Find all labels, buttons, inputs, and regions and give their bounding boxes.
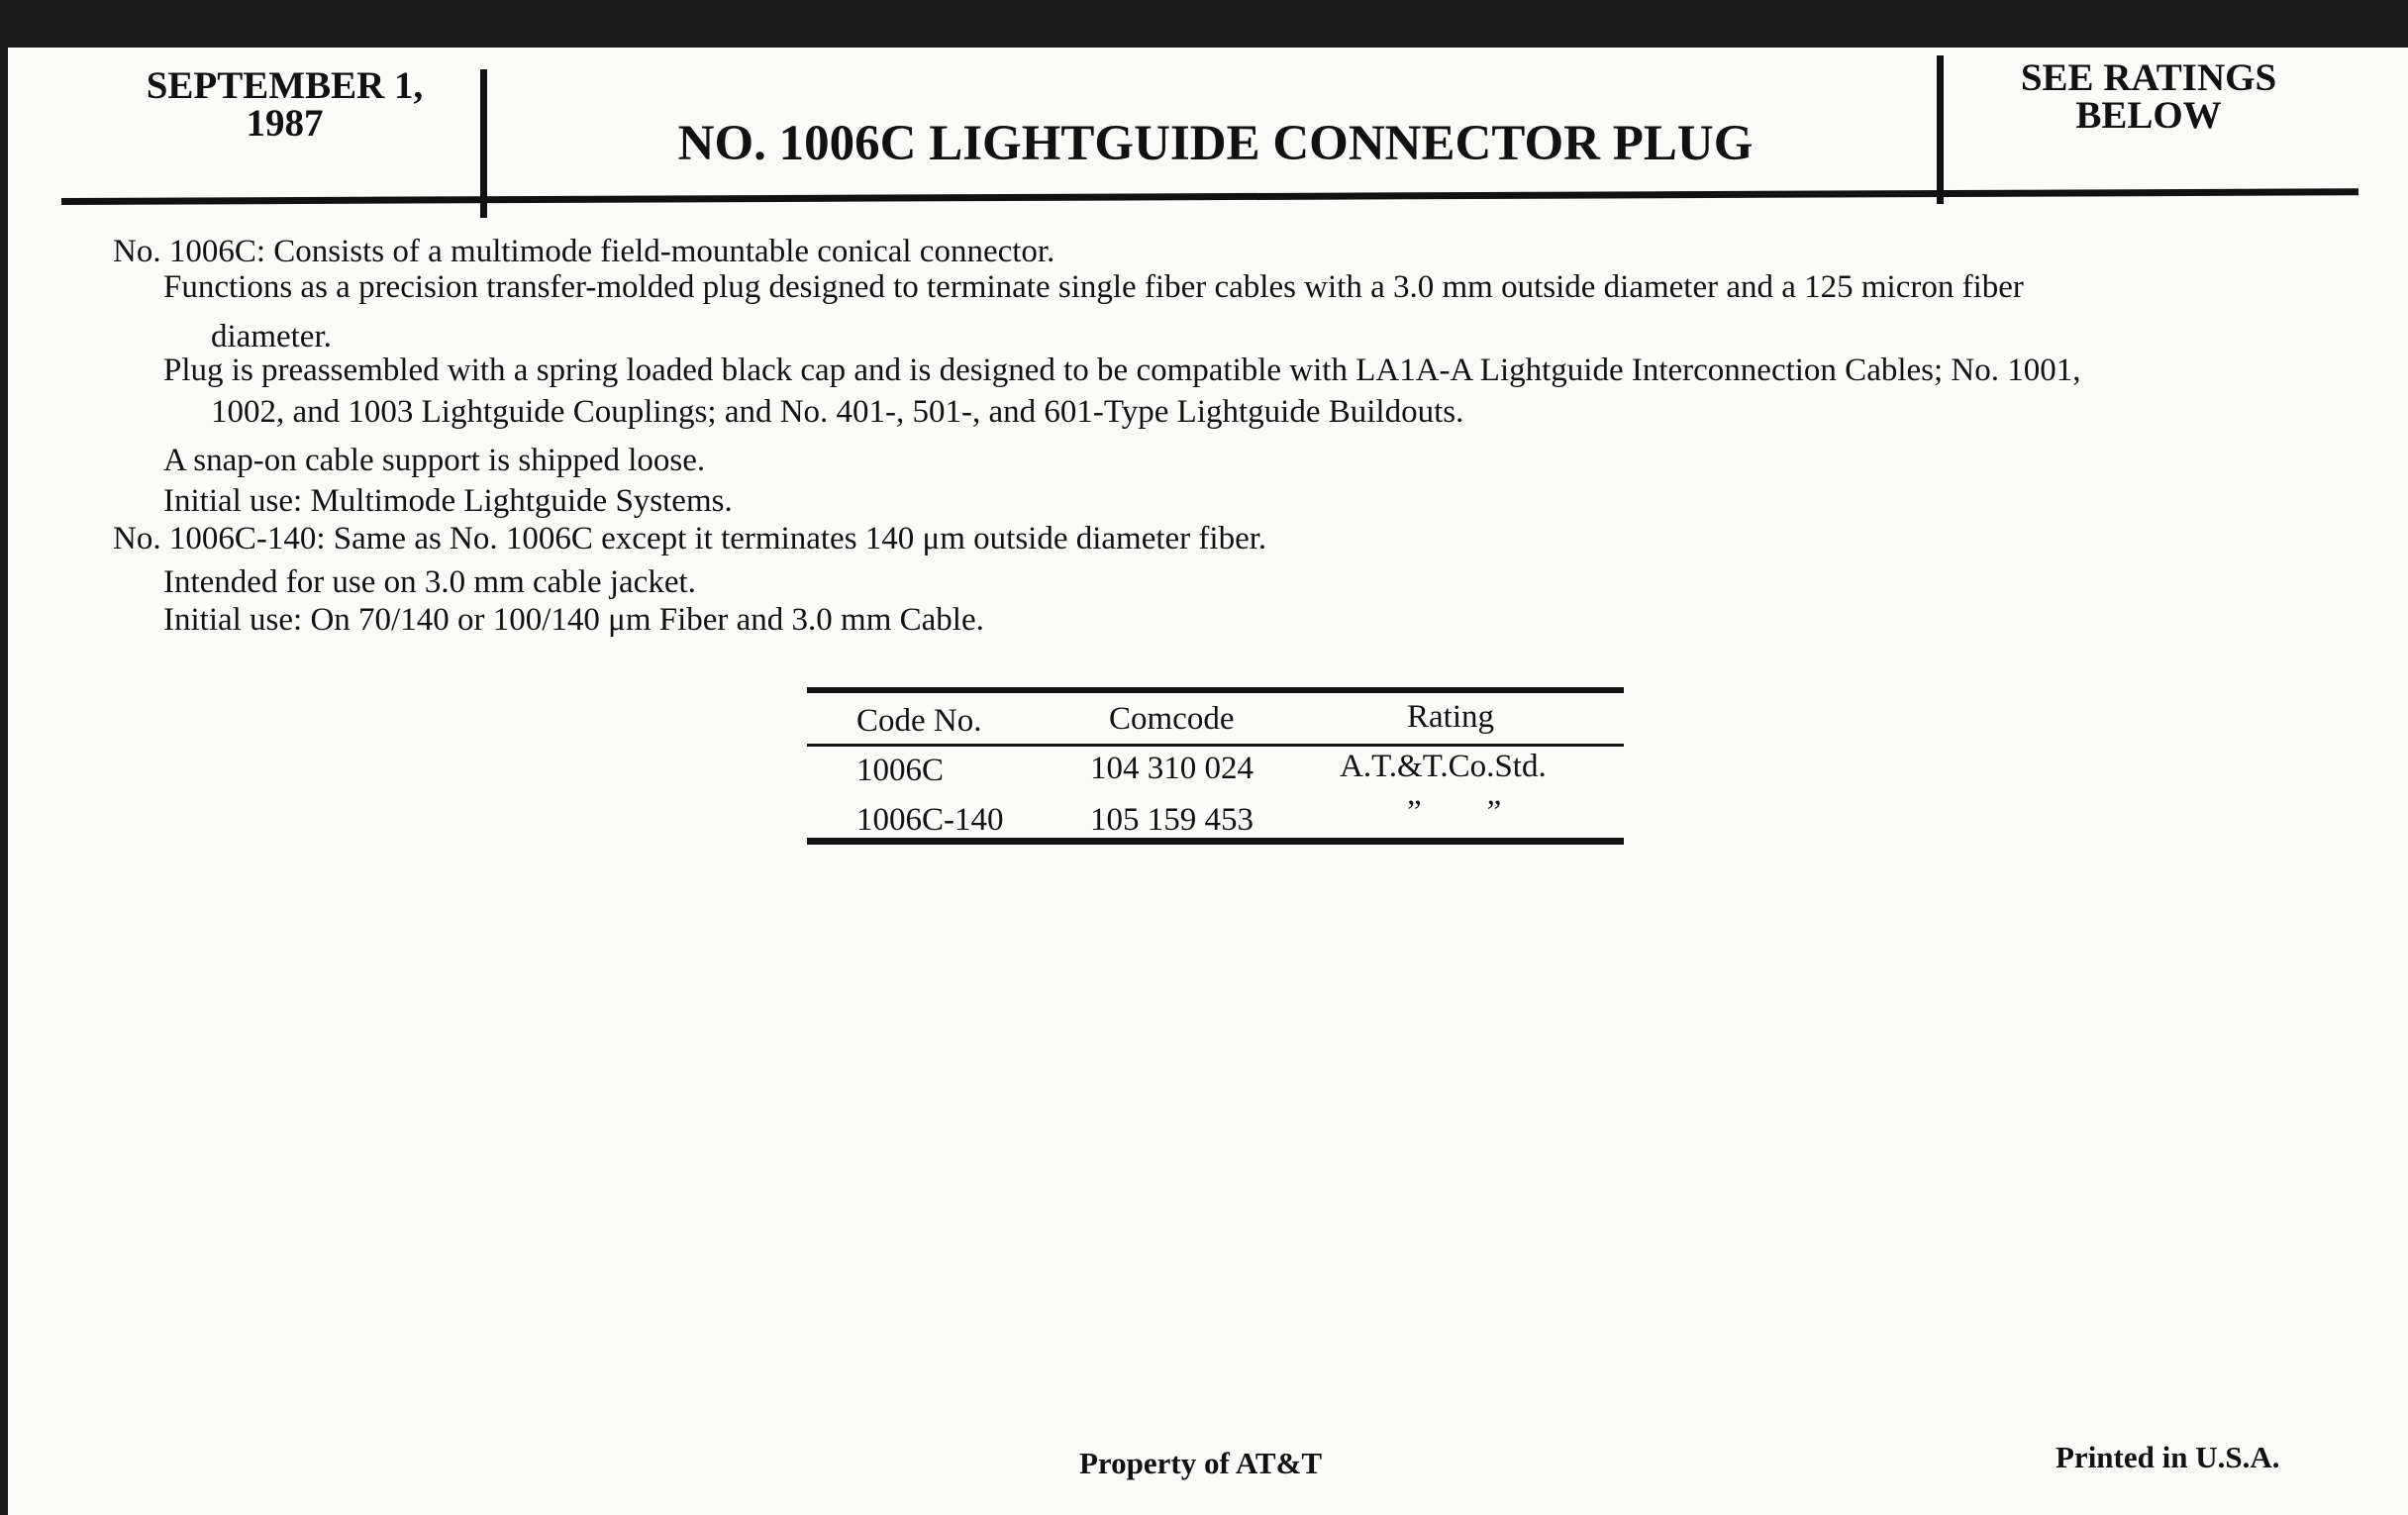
header-ratings-line2: BELOW xyxy=(2075,94,2222,137)
body-line: Functions as a precision transfer-molded plug designed to terminate single fiber cables with a 3.0 mm outside diameter and a 125 micron fiber xyxy=(163,269,2024,305)
table-cell-rating: A.T.&T.Co.Std. xyxy=(1340,749,1547,784)
header-divider-right xyxy=(1937,55,1944,204)
table-cell-comcode: 104 310 024 xyxy=(1090,751,1254,786)
table-cell-rating: ” ” xyxy=(1407,794,1502,830)
table-cell-code: 1006C xyxy=(856,753,945,788)
body-line: Intended for use on 3.0 mm cable jacket. xyxy=(163,564,696,600)
table-cell-code: 1006C-140 xyxy=(856,802,1004,838)
header-date-line1: SEPTEMBER 1, xyxy=(146,64,424,107)
page-title: NO. 1006C LIGHTGUIDE CONNECTOR PLUG xyxy=(677,116,1754,171)
header-date-line2: 1987 xyxy=(246,102,324,145)
body-line: diameter. xyxy=(211,319,332,354)
header-ratings xyxy=(1965,56,2332,137)
body-line: No. 1006C-140: Same as No. 1006C except it terminates 140 μm outside diameter fiber. xyxy=(113,521,1267,556)
footer-property: Property of AT&T xyxy=(1079,1446,1323,1480)
header-date xyxy=(99,64,470,145)
table-cell-comcode: 105 159 453 xyxy=(1090,802,1254,838)
body-line: Initial use: Multimode Lightguide Systems. xyxy=(163,483,733,519)
column-header-comcode: Comcode xyxy=(1109,701,1235,737)
footer-printed: Printed in U.S.A. xyxy=(2056,1440,2280,1474)
body-line: A snap-on cable support is shipped loose. xyxy=(163,443,706,478)
body-line: 1002, and 1003 Lightguide Couplings; and No. 401-, 501-, and 601-Type Lightguide Buildouts. xyxy=(211,394,1464,430)
column-header-rating: Rating xyxy=(1407,699,1494,735)
ratings-table xyxy=(807,687,1624,848)
body-line: Initial use: On 70/140 or 100/140 μm Fiber and 3.0 mm Cable. xyxy=(163,602,984,638)
header-ratings-line1: SEE RATINGS xyxy=(2020,56,2277,99)
body-line: No. 1006C: Consists of a multimode field-mountable conical connector. xyxy=(113,234,1055,269)
body-line: Plug is preassembled with a spring loaded black cap and is designed to be compatible with LA1A-A Lightguide Interconnection Cables; No. 1001, xyxy=(163,353,2081,388)
table-top-rule xyxy=(807,687,1624,693)
table-bottom-rule xyxy=(807,838,1624,845)
column-header-code: Code No. xyxy=(856,703,982,739)
